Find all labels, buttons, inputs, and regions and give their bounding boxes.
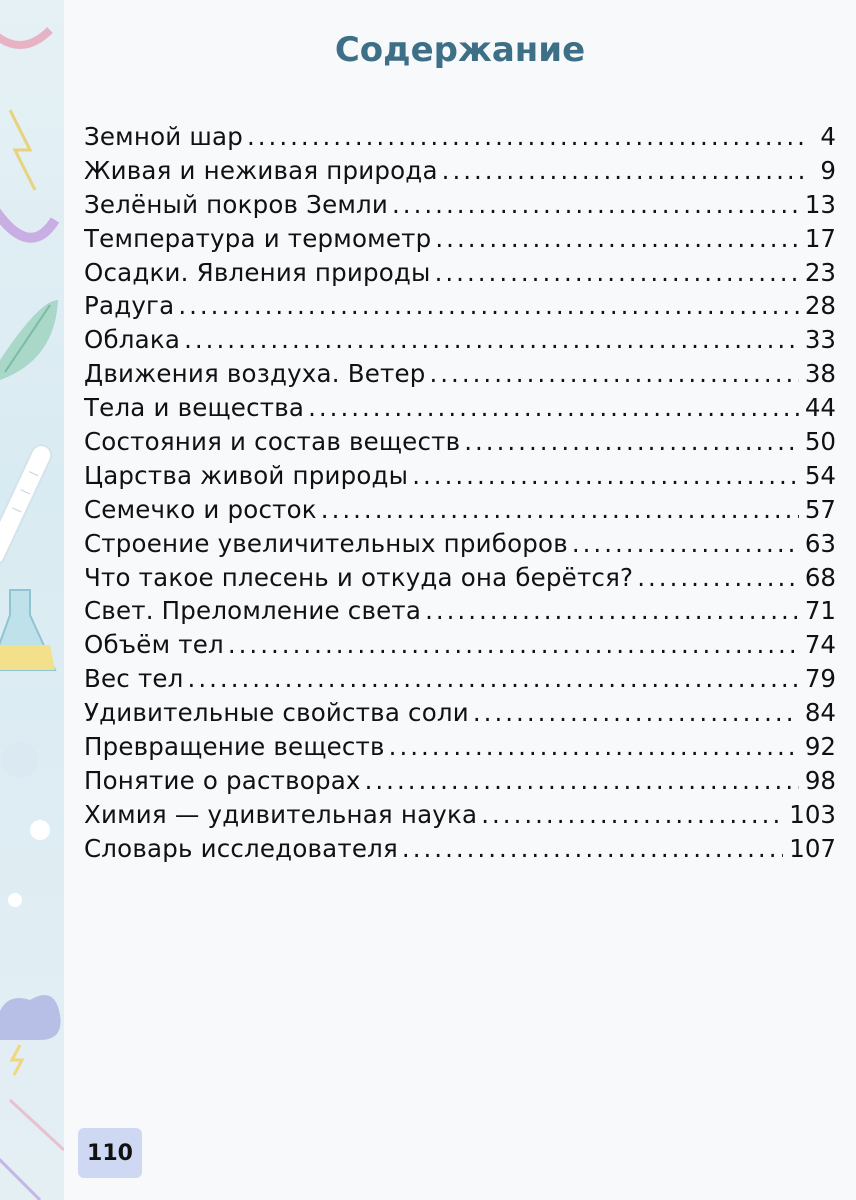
toc-entry[interactable]	[84, 630, 836, 664]
toc-entry-page: 71	[804, 596, 836, 626]
toc-entry-title: Химия — удивительная наука	[84, 799, 478, 829]
dot-leader	[572, 529, 799, 558]
toc-entry[interactable]	[84, 258, 836, 292]
toc-entry-page: 103	[789, 799, 836, 829]
toc-entry-page: 13	[804, 189, 836, 219]
dot-leader	[392, 190, 799, 219]
toc-entry-title: Осадки. Явления природы	[84, 257, 431, 287]
dot-leader	[228, 630, 799, 659]
toc-entry-page: 38	[804, 359, 836, 389]
toc-entry[interactable]	[84, 461, 836, 495]
dot-leader	[178, 291, 799, 320]
toc-entry-page: 28	[804, 291, 836, 321]
toc-entry-page: 79	[804, 664, 836, 694]
page-title: Содержание	[334, 30, 586, 70]
cloud-icon	[0, 995, 61, 1040]
toc-entry-title: Температура и термометр	[84, 223, 432, 253]
corner-line-2	[10, 1100, 64, 1150]
toc-entry-title: Объём тел	[84, 630, 224, 660]
toc-entry-title: Облака	[84, 325, 181, 355]
toc-entry[interactable]	[84, 800, 836, 834]
toc-entry-title: Царства живой природы	[84, 460, 409, 490]
dot-leader	[464, 427, 799, 456]
toc-entry-page: 33	[804, 325, 836, 355]
dot-leader	[365, 766, 799, 795]
toc-entry-page: 98	[804, 765, 836, 795]
toc-entry[interactable]	[84, 698, 836, 732]
toc-entry-title: Словарь исследователя	[84, 833, 398, 863]
toc-entry-title: Состояния и состав веществ	[84, 427, 461, 457]
magnet-icon-2	[0, 210, 55, 238]
toc-entry[interactable]	[84, 732, 836, 766]
toc-entry[interactable]	[84, 291, 836, 325]
toc-entry-title: Земной шар	[84, 122, 243, 151]
dot-leader	[481, 800, 783, 829]
toc-entry[interactable]	[84, 427, 836, 461]
dot-leader	[637, 563, 799, 592]
toc-entry-page: 68	[804, 562, 836, 592]
toc-entry-title: Превращение веществ	[84, 732, 385, 762]
toc-entry-title: Движения воздуха. Ветер	[84, 359, 426, 389]
toc-entry[interactable]	[84, 359, 836, 393]
toc-entry-page: 63	[804, 528, 836, 558]
toc-entry-title: Тела и вещества	[84, 393, 305, 423]
bubble-icon	[2, 742, 38, 778]
dot-leader	[425, 596, 799, 625]
toc-entry-title: Понятие о растворах	[84, 765, 361, 795]
toc-entry-page: 4	[820, 122, 836, 151]
lightning-icon	[10, 110, 35, 190]
dot-leader	[321, 495, 799, 524]
toc-entry[interactable]	[84, 393, 836, 427]
dot-leader	[188, 664, 799, 693]
toc-entry[interactable]	[84, 495, 836, 529]
toc-entry-page: 17	[804, 223, 836, 253]
toc-entry-page: 50	[804, 427, 836, 457]
corner-line	[0, 1140, 40, 1200]
toc-entry-title: Строение увеличительных приборов	[84, 528, 568, 558]
dot-leader	[308, 393, 799, 422]
dot-leader	[247, 122, 806, 151]
toc-entry[interactable]	[84, 563, 836, 597]
dot-leader	[429, 359, 798, 388]
thermometer-icon	[0, 442, 55, 568]
dot-leader	[435, 224, 798, 253]
toc-entry-page: 107	[789, 833, 836, 863]
bubble-icon-2	[30, 820, 50, 840]
page-number-badge: 110	[78, 1128, 142, 1178]
dot-leader	[184, 325, 799, 354]
toc-entry[interactable]	[84, 122, 836, 156]
toc-entry[interactable]	[84, 664, 836, 698]
toc-entry[interactable]	[84, 529, 836, 563]
toc-entry-title: Вес тел	[84, 664, 184, 694]
lightning-icon-2	[12, 1045, 22, 1075]
toc-entry-page: 74	[804, 630, 836, 660]
toc-entry-page: 84	[804, 698, 836, 728]
toc-entry-title: Свет. Преломление света	[84, 596, 422, 626]
dot-leader	[402, 834, 783, 863]
decorative-margin	[0, 0, 64, 1200]
toc-entry[interactable]	[84, 596, 836, 630]
margin-illustrations	[0, 0, 64, 1200]
toc-entry[interactable]	[84, 156, 836, 190]
toc-entry-title: Живая и неживая природа	[84, 155, 438, 185]
toc-entry-page: 92	[804, 732, 836, 762]
toc-entry[interactable]	[84, 834, 836, 868]
toc-entry-page: 23	[804, 257, 836, 287]
dot-leader	[389, 732, 799, 761]
toc-entry-title: Зелёный покров Земли	[84, 189, 389, 219]
dot-leader	[412, 461, 799, 490]
toc-entry[interactable]	[84, 766, 836, 800]
toc-entry[interactable]	[84, 325, 836, 359]
toc-entry-title: Что такое плесень и откуда она берётся?	[84, 562, 634, 592]
dot-leader	[435, 258, 799, 287]
toc-entry-title: Радуга	[84, 291, 175, 321]
dot-leader	[442, 156, 806, 185]
bubble-icon-3	[8, 893, 22, 907]
toc-entry-title: Семечко и росток	[84, 494, 317, 524]
toc-entry-title: Удивительные свойства соли	[84, 698, 469, 728]
toc-entry-page: 54	[804, 460, 836, 490]
toc-entry-page: 57	[804, 494, 836, 524]
toc-entry[interactable]	[84, 190, 836, 224]
toc-entry-page: 9	[820, 155, 836, 185]
toc-entry[interactable]	[84, 224, 836, 258]
dot-leader	[473, 698, 799, 727]
toc-entry-page: 44	[804, 393, 836, 423]
table-of-contents	[84, 122, 836, 868]
flask-liquid	[0, 645, 55, 670]
